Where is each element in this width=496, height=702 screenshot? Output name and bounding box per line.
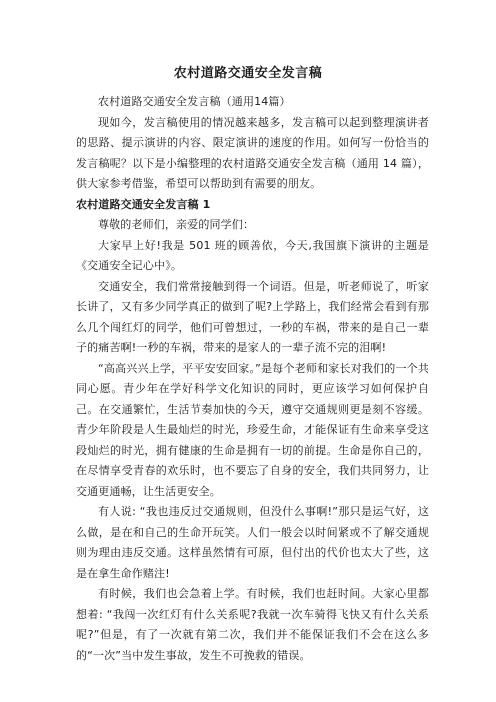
paragraph: 农村道路交通安全发言稿（通用14篇） (98, 95, 291, 108)
paragraph: 交通安全，我们常常接触到得一个词语。但是，听老师说了，听家长讲了，又有多少同学真正的做到了呢?上学路上，我们经常会看到有那么几个闯红灯的同学，他们可曾想过，一秒的车祸，带来的是自己一辈子的痛苦啊!一秒的车祸，带来的是家人的一辈子流不完的泪啊! (76, 279, 429, 354)
section-heading: 农村道路交通安全发言稿 1 (76, 197, 211, 211)
paragraph: 现如今，发言稿使用的情况越来越多，发言稿可以起到整理演讲者的思路、提示演讲的内容、限定演讲的速度的作用。如何写一份恰当的发言稿呢？以下是小编整理的农村道路交通安全发言稿（通用 14 篇），供大家参考借鉴，希望可以帮助到有需要的朋友。 (76, 115, 429, 190)
paragraph: “高高兴兴上学，平平安安回家。”是每个老师和家长对我们的一个共同心愿。青少年在学好科学文化知识的同时，更应该学习如何保护自己。在交通繁忙，生活节奏加快的今天，遵守交通规则更是刻不容缓。青少年阶段是人生最灿烂的时光，珍爱生命，才能保证有生命来享受这段灿烂的时光，拥有健康的生命是拥有一切的前提。生命是你自己的，在尽情享受青春的欢乐时，也不要忘了自身的安全，我们共同努力，让交通更通畅，让生活更安全。 (76, 361, 429, 498)
document-body (76, 92, 429, 666)
paragraph: 大家早上好!我是 501 班的顾善依，今天,我国旗下演讲的主题是《交通安全记心中》。 (76, 238, 429, 272)
paragraph: 尊敬的老师们，亲爱的同学们： (98, 218, 255, 231)
page-title: 农村道路交通安全发言稿 (173, 66, 323, 81)
paragraph: 有人说: “我也违反过交通规则，但没什么事啊!”那只是运气好，这么做，是在和自己的生命开玩笑。人们一般会以时间紧或不了解交通规则为理由违反交通。这样虽然情有可原，但付出的代价也太大了些，这是在拿生命作赌注! (76, 505, 429, 580)
paragraph: 有时候，我们也会急着上学。有时候，我们也赶时间。大家心里都想着: “我闯一次红灯有什么关系呢?我就一次车骑得飞快又有什么关系呢?”但是，有了一次就有第二次，我们并不能保证我们不会在这么多的“一次”当中发生事故，发生不可挽救的错误。 (76, 587, 429, 662)
